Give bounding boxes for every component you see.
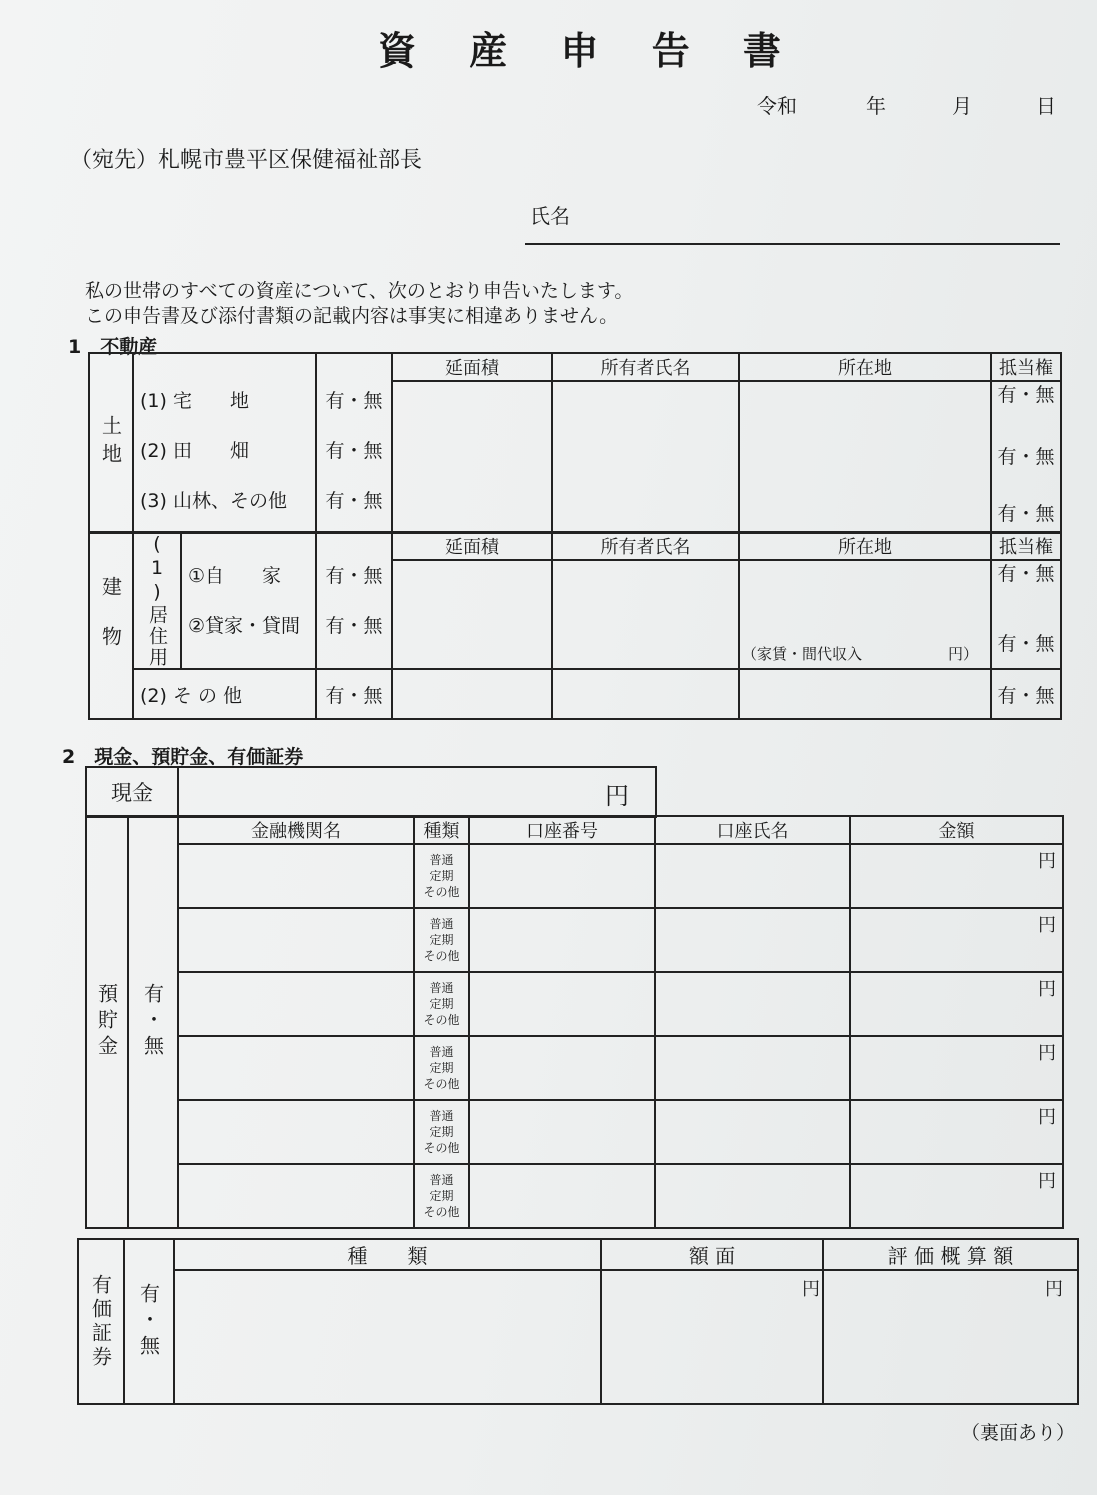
section-2-heading: 2 現金、預貯金、有価証券 [62, 746, 304, 768]
deposit-account-name-input[interactable] [655, 972, 850, 1036]
residence-yn-1[interactable]: 有・無 [325, 564, 383, 587]
other-floor-area-input[interactable] [392, 669, 552, 719]
deposit-account-no-input[interactable] [469, 844, 655, 908]
date-era: 令和 [757, 94, 797, 118]
securities-label: 有価証券 [88, 1273, 113, 1370]
section-1-heading: 1 不動産 [68, 336, 158, 358]
residence-floor-area-input[interactable] [392, 560, 552, 669]
building-table [88, 531, 1062, 720]
deposit-account-name-input[interactable] [655, 844, 850, 908]
residence-item-2: ②貸家・貸間 [188, 614, 301, 637]
deposit-table [85, 815, 1064, 1229]
deposit-bank-input[interactable] [178, 972, 414, 1036]
land-yn-3[interactable]: 有・無 [325, 490, 383, 512]
securities-estimate-input[interactable]: 円 [823, 1270, 1078, 1404]
deposit-account-name-input[interactable] [655, 1164, 850, 1228]
deposit-type-select[interactable]: 普通 定期 その他 [414, 908, 469, 972]
deposit-account-name-input[interactable] [655, 908, 850, 972]
dcol-amount: 金額 [850, 816, 1063, 844]
name-label: 氏名 [530, 204, 570, 228]
scol-type: 種 類 [174, 1239, 601, 1270]
securities-table [77, 1238, 1079, 1405]
deposit-type-select[interactable]: 普通 定期 その他 [414, 1100, 469, 1164]
deposit-label: 預貯金 [94, 983, 119, 1061]
land-mortgage-yn-3[interactable]: 有・無 [997, 503, 1055, 525]
bcol-location: 所在地 [739, 532, 991, 560]
deposit-type-select[interactable]: 普通 定期 その他 [414, 972, 469, 1036]
cash-table [85, 766, 657, 818]
dcol-type: 種類 [414, 816, 469, 844]
dcol-account-name: 口座氏名 [655, 816, 850, 844]
land-floor-area-input[interactable] [392, 381, 552, 533]
land-owner-input[interactable] [552, 381, 739, 533]
building-label: 建物 [98, 575, 123, 676]
land-mortgage-yn-1[interactable]: 有・無 [997, 384, 1055, 406]
deposit-bank-input[interactable] [178, 844, 414, 908]
deposit-account-no-input[interactable] [469, 908, 655, 972]
land-yn-2[interactable]: 有・無 [325, 440, 383, 462]
date-day: 日 [1036, 94, 1056, 118]
dcol-bank: 金融機関名 [178, 816, 414, 844]
deposit-yn[interactable]: 有・無 [140, 983, 165, 1061]
other-owner-input[interactable] [552, 669, 739, 719]
other-building-label: (2) そ の 他 [133, 669, 316, 719]
land-label: 土地 [98, 415, 123, 471]
deposit-account-no-input[interactable] [469, 1036, 655, 1100]
footer-note: （裏面あり） [960, 1422, 1075, 1444]
deposit-amount-input[interactable]: 円 [850, 844, 1063, 908]
land-label-cell [89, 353, 133, 533]
other-location-input[interactable] [739, 669, 991, 719]
land-mortgage-yn-2[interactable]: 有・無 [997, 446, 1055, 468]
deposit-bank-input[interactable] [178, 1036, 414, 1100]
cash-yen: 円 [605, 782, 629, 810]
deposit-account-no-input[interactable] [469, 972, 655, 1036]
residence-item-1: ①自 家 [188, 564, 282, 587]
land-yn-1[interactable]: 有・無 [325, 390, 383, 412]
deposit-account-no-input[interactable] [469, 1100, 655, 1164]
col-location: 所在地 [739, 353, 991, 381]
deposit-account-name-input[interactable] [655, 1036, 850, 1100]
addressee: （宛先）札幌市豊平区保健福祉部長 [70, 148, 423, 173]
deposit-amount-input[interactable]: 円 [850, 1036, 1063, 1100]
land-table [88, 352, 1062, 534]
bcol-mortgage: 抵当権 [991, 532, 1061, 560]
date-month: 月 [952, 94, 972, 118]
securities-yn[interactable]: 有・無 [136, 1282, 161, 1361]
statement-line-1: 私の世帯のすべての資産について、次のとおり申告いたします。 [85, 280, 634, 302]
statement-line-2: この申告書及び添付書類の記載内容は事実に相違ありません。 [85, 305, 619, 327]
land-location-input[interactable] [739, 381, 991, 533]
cash-amount-input[interactable] [178, 767, 656, 817]
col-floor-area: 延面積 [392, 353, 552, 381]
date-year: 年 [866, 94, 886, 118]
cash-label: 現金 [86, 767, 178, 817]
bcol-owner: 所有者氏名 [552, 532, 739, 560]
residence-mortgage-yn-2[interactable]: 有・無 [997, 633, 1055, 655]
deposit-type-select[interactable]: 普通 定期 その他 [414, 844, 469, 908]
deposit-amount-input[interactable]: 円 [850, 972, 1063, 1036]
other-mortgage-yn[interactable]: 有・無 [991, 669, 1061, 719]
deposit-type-select[interactable]: 普通 定期 その他 [414, 1036, 469, 1100]
land-item-2: (2) 田 畑 [140, 440, 249, 462]
deposit-bank-input[interactable] [178, 1100, 414, 1164]
deposit-account-name-input[interactable] [655, 1100, 850, 1164]
deposit-amount-input[interactable]: 円 [850, 1100, 1063, 1164]
deposit-amount-input[interactable]: 円 [850, 908, 1063, 972]
residence-mortgage-yn-1[interactable]: 有・無 [997, 563, 1055, 585]
residence-yn-2[interactable]: 有・無 [325, 614, 383, 637]
residence-location-input[interactable] [739, 560, 991, 669]
scol-face-value: 額 面 [601, 1239, 823, 1270]
col-owner: 所有者氏名 [552, 353, 739, 381]
securities-type-input[interactable] [174, 1270, 601, 1404]
dcol-account-no: 口座番号 [469, 816, 655, 844]
rent-note: （家賃・間代収入 [742, 645, 863, 663]
col-mortgage: 抵当権 [991, 353, 1061, 381]
residence-owner-input[interactable] [552, 560, 739, 669]
name-field[interactable] [525, 243, 1060, 245]
bcol-floor-area: 延面積 [392, 532, 552, 560]
scol-estimate: 評 価 概 算 額 [823, 1239, 1078, 1270]
form-title: 資 産 申 告 書 [378, 28, 801, 73]
securities-face-input[interactable]: 円 [601, 1270, 823, 1404]
deposit-type-select[interactable]: 普通 定期 その他 [414, 1164, 469, 1228]
deposit-amount-input[interactable]: 円 [850, 1164, 1063, 1228]
deposit-bank-input[interactable] [178, 1164, 414, 1228]
residence-label: (1)居住用 [146, 533, 168, 668]
deposit-bank-input[interactable] [178, 908, 414, 972]
rent-yen: 円） [947, 645, 978, 663]
land-item-1: (1) 宅 地 [140, 390, 249, 412]
land-item-3: (3) 山林、その他 [140, 490, 287, 512]
other-building-yn[interactable]: 有・無 [316, 669, 392, 719]
deposit-account-no-input[interactable] [469, 1164, 655, 1228]
